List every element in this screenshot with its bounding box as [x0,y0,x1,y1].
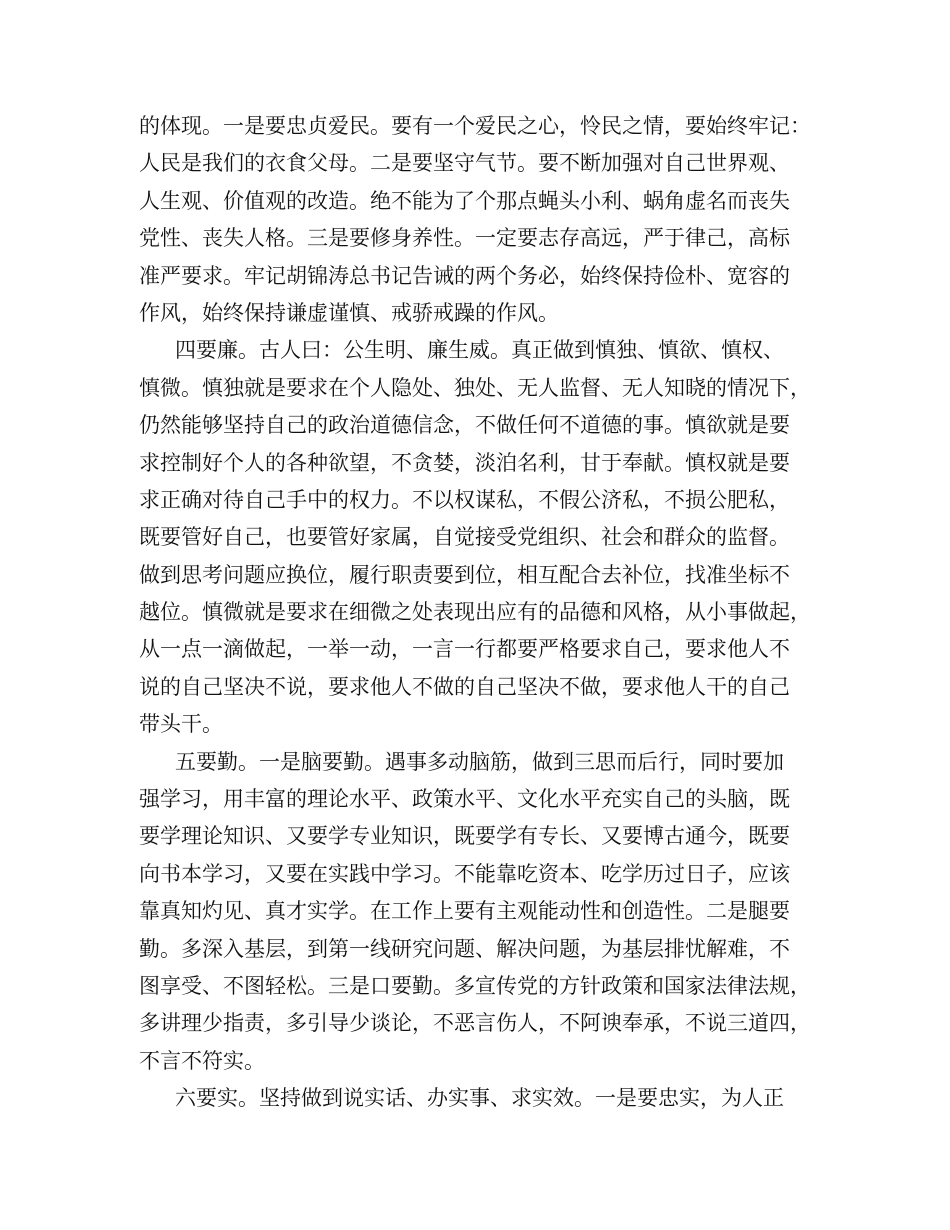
text-line: 既要管好自己，也要管好家属，自觉接受党组织、社会和群众的监督。 [139,525,790,550]
text-line: 带头干。 [139,712,223,737]
text-line: 从一点一滴做起，一举一动，一言一行都要严格要求自己，要求他人不 [139,637,790,662]
text-line: 人生观、价值观的改造。绝不能为了个那点蝇头小利、蜗角虚名而丧失 [139,188,790,213]
paragraph-integrity [139,332,829,743]
paragraph-practicality [139,1080,829,1117]
text-line: 的体现。一是要忠贞爱民。要有一个爱民之心，怜民之情，要始终牢记： [139,114,811,138]
text-line: 越位。慎微就是要求在细微之处表现出应有的品德和风格，从小事做起， [139,600,811,625]
text-line: 图享受、不图轻松。三是口要勤。多宣传党的方针政策和国家法律法规， [139,973,811,998]
paragraph-continuation [139,108,829,332]
text-line: 勤。多深入基层，到第一线研究问题、解决问题，为基层排忧解难，不 [139,936,790,961]
text-line: 求正确对待自己手中的权力。不以权谋私，不假公济私，不损公肥私， [139,487,790,512]
text-line: 准严要求。牢记胡锦涛总书记告诫的两个务必，始终保持俭朴、宽容的 [139,263,790,288]
text-line: 作风，始终保持谦虚谨慎、戒骄戒躁的作风。 [139,300,559,325]
text-line: 四要廉。古人曰：公生明、廉生威。真正做到慎独、慎欲、慎权、 [175,338,784,363]
text-line: 求控制好个人的各种欲望，不贪婪，淡泊名利，甘于奉献。慎权就是要 [139,450,790,475]
text-line: 要学理论知识、又要学专业知识，既要学有专长、又要博古通今，既要 [139,824,790,849]
text-line: 慎微。慎独就是要求在个人隐处、独处、无人监督、无人知晓的情况下， [139,375,811,400]
text-line: 六要实。坚持做到说实话、办实事、求实效。一是要忠实，为人正 [175,1086,784,1111]
text-line: 党性、丧失人格。三是要修身养性。一定要志存高远，严于律己，高标 [139,226,790,251]
text-line: 靠真知灼见、真才实学。在工作上要有主观能动性和创造性。二是腿要 [139,899,790,924]
text-line: 仍然能够坚持自己的政治道德信念，不做任何不道德的事。慎欲就是要 [139,413,790,438]
document-body [139,108,829,1118]
text-line: 做到思考问题应换位，履行职责要到位，相互配合去补位，找准坐标不 [139,562,790,587]
paragraph-diligence [139,744,829,1081]
text-line: 不言不符实。 [139,1048,265,1073]
text-line: 多讲理少指责，多引导少谈论，不恶言伤人，不阿谀奉承，不说三道四， [139,1011,811,1036]
text-line: 五要勤。一是脑要勤。遇事多动脑筋，做到三思而后行，同时要加 [175,749,784,774]
text-line: 向书本学习，又要在实践中学习。不能靠吃资本、吃学历过日子，应该 [139,861,790,886]
text-line: 人民是我们的衣食父母。二是要坚守气节。要不断加强对自己世界观、 [139,151,790,176]
text-line: 说的自己坚决不说，要求他人不做的自己坚决不做，要求他人干的自己 [139,674,790,699]
text-line: 强学习，用丰富的理论水平、政策水平、文化水平充实自己的头脑，既 [139,787,790,812]
